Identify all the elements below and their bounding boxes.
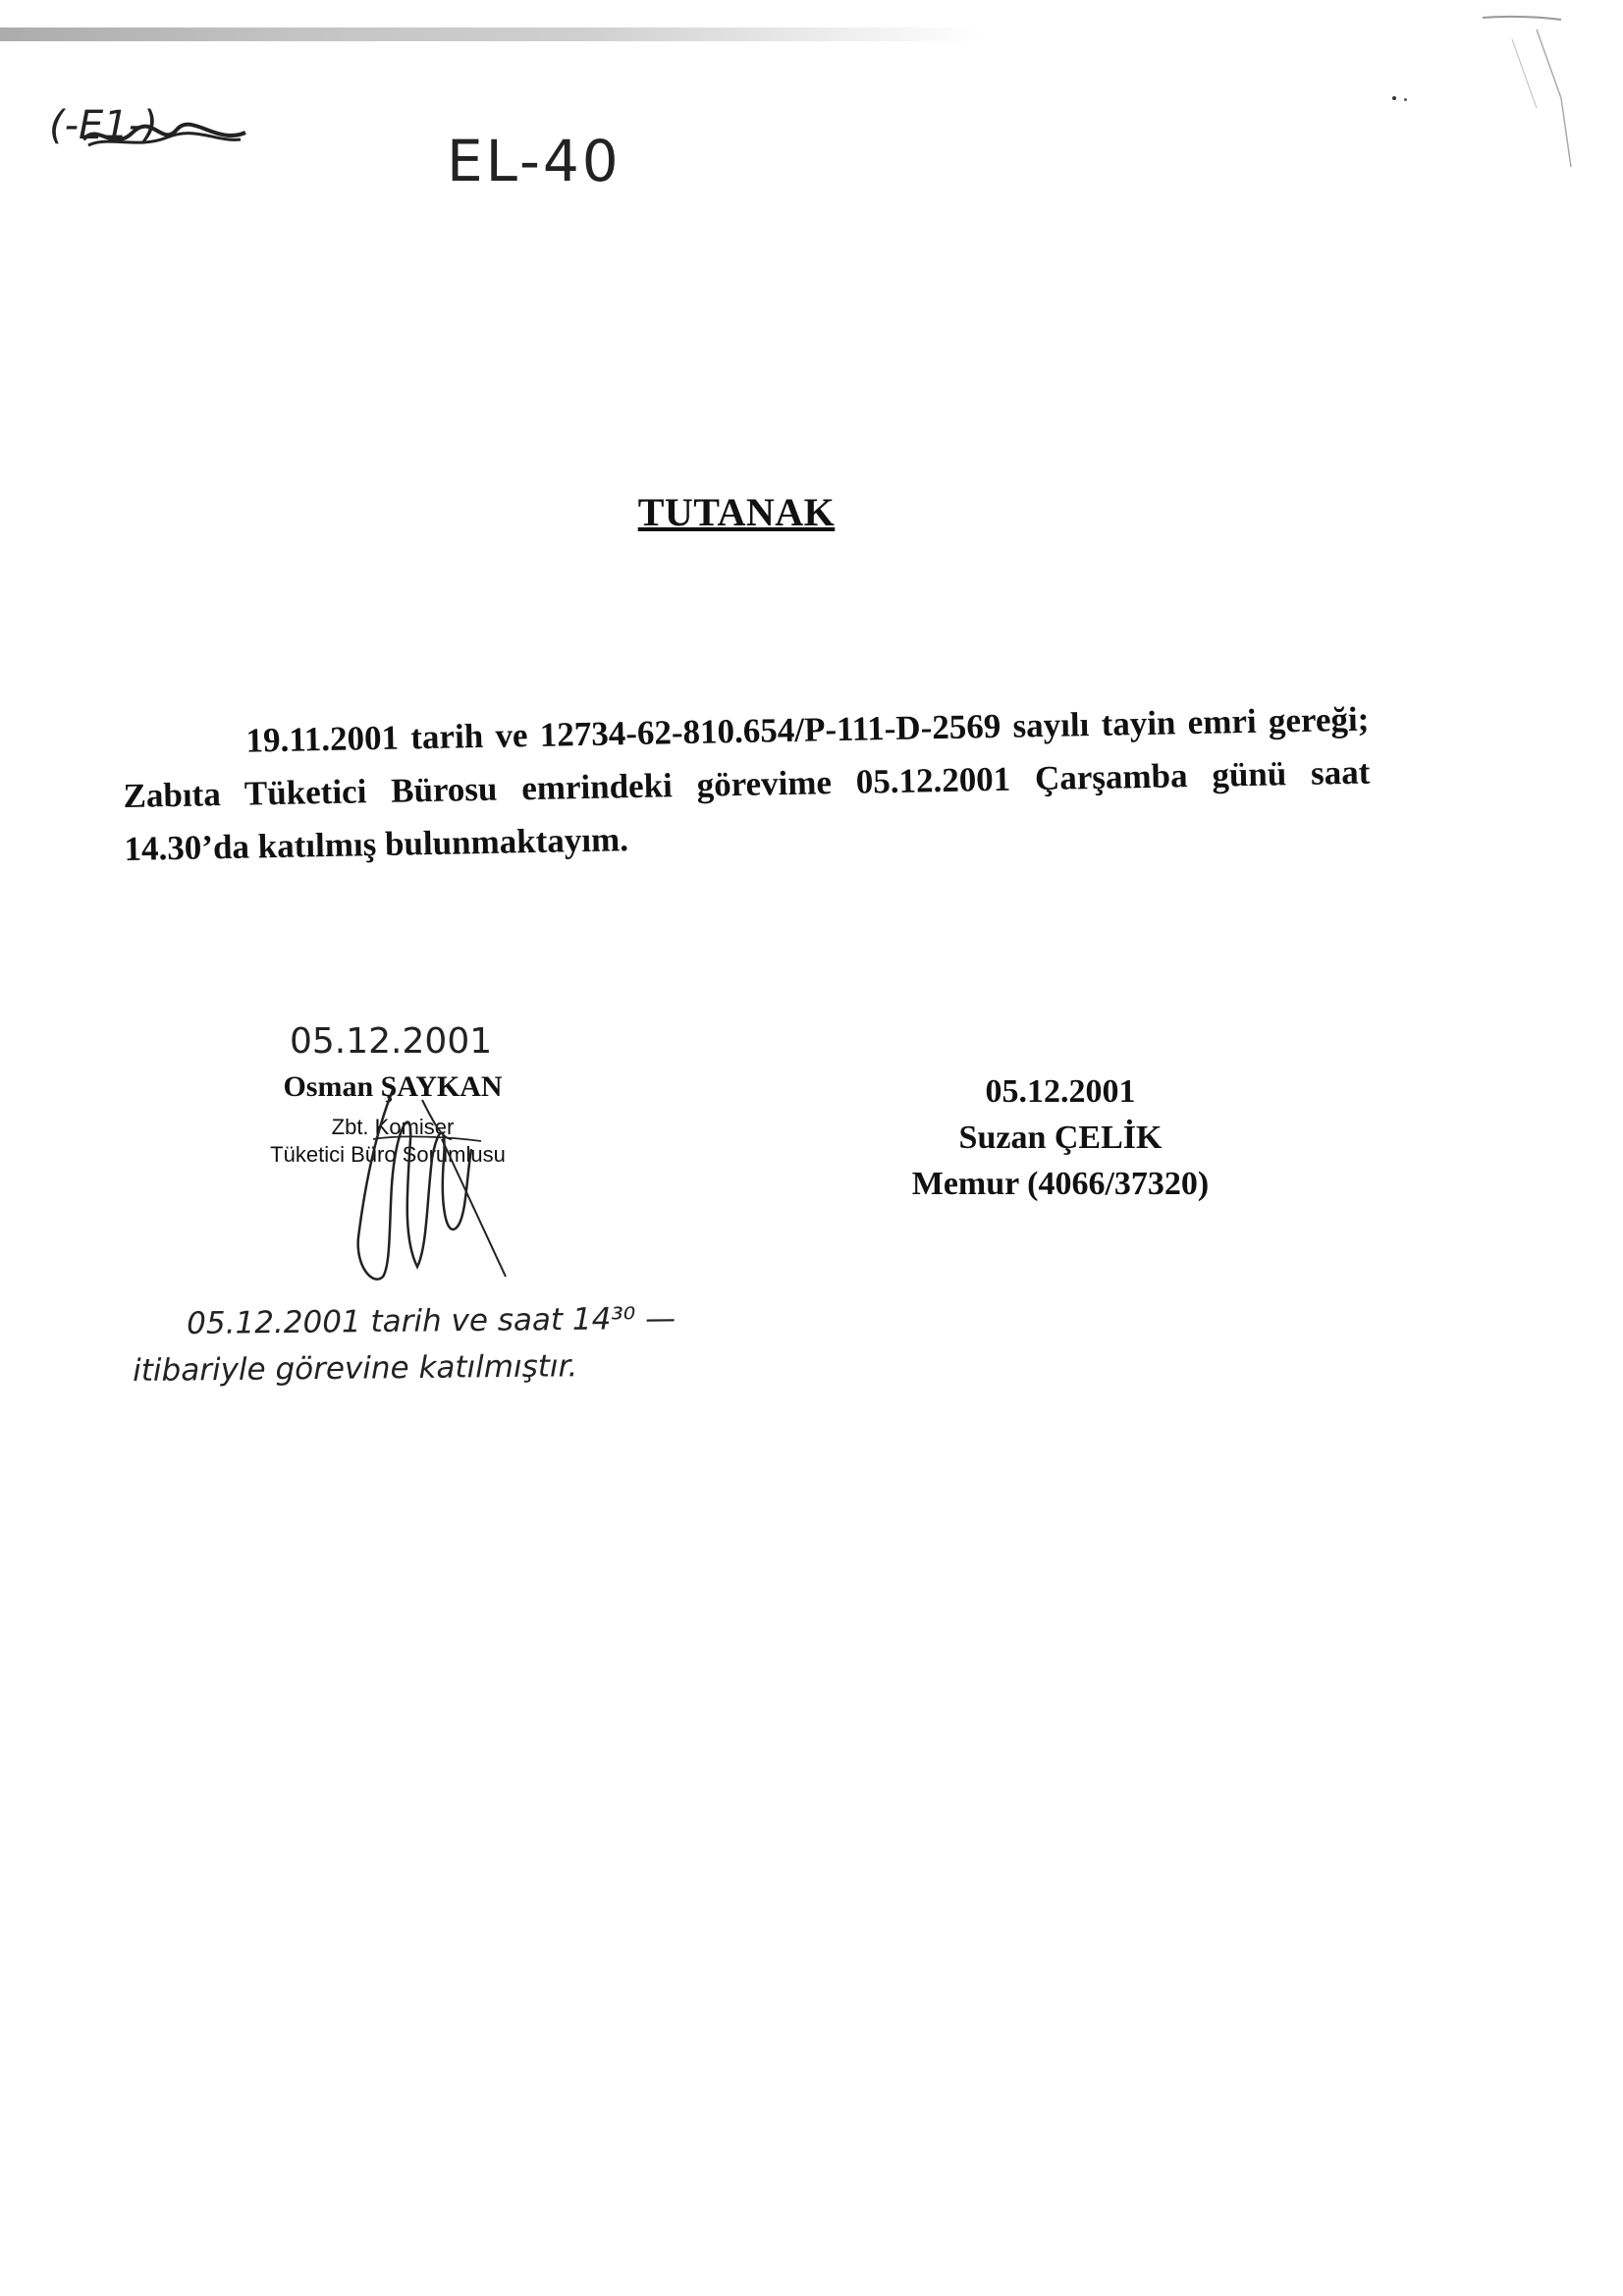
handwritten-code: EL-40 — [447, 128, 622, 194]
scan-speck — [1404, 98, 1407, 101]
scan-edge-artifact — [0, 27, 982, 41]
handwritten-note-line2: itibariyle görevine katılmıştır. — [133, 1348, 578, 1389]
signer-right-role: Memur (4066/37320) — [911, 1166, 1210, 1202]
signer-left-department: Tüketici Büro Sorumlusu — [270, 1142, 506, 1167]
scribble-strikeout — [79, 118, 255, 157]
scan-corner-fold — [1463, 0, 1623, 196]
body-paragraph: 19.11.2001 tarih ve 12734-62-810.654/P-111-D-2569 sayılı tayin emri gereği; Zabıta Tüketici Bürosu emrindeki görevime 05.12.2001 Çarşamba günü saat 14.30’da katılmış bulunmaktayım. — [123, 699, 1371, 868]
handwritten-corner-mark: (-E1-) — [49, 103, 158, 148]
signer-left-name: Osman ŞAYKAN — [283, 1070, 503, 1103]
signer-right-date: 05.12.2001 — [985, 1073, 1136, 1110]
document-title: TUTANAK — [637, 490, 836, 534]
scan-speck — [1392, 96, 1396, 100]
signature-date-handwritten: 05.12.2001 — [290, 1021, 493, 1062]
signer-right-name: Suzan ÇELİK — [958, 1120, 1163, 1156]
handwritten-note-line1: 05.12.2001 tarih ve saat 14³⁰ — — [187, 1300, 676, 1341]
signer-left-role: Zbt. Komiser — [331, 1115, 455, 1139]
signature-scribble — [334, 1080, 520, 1296]
